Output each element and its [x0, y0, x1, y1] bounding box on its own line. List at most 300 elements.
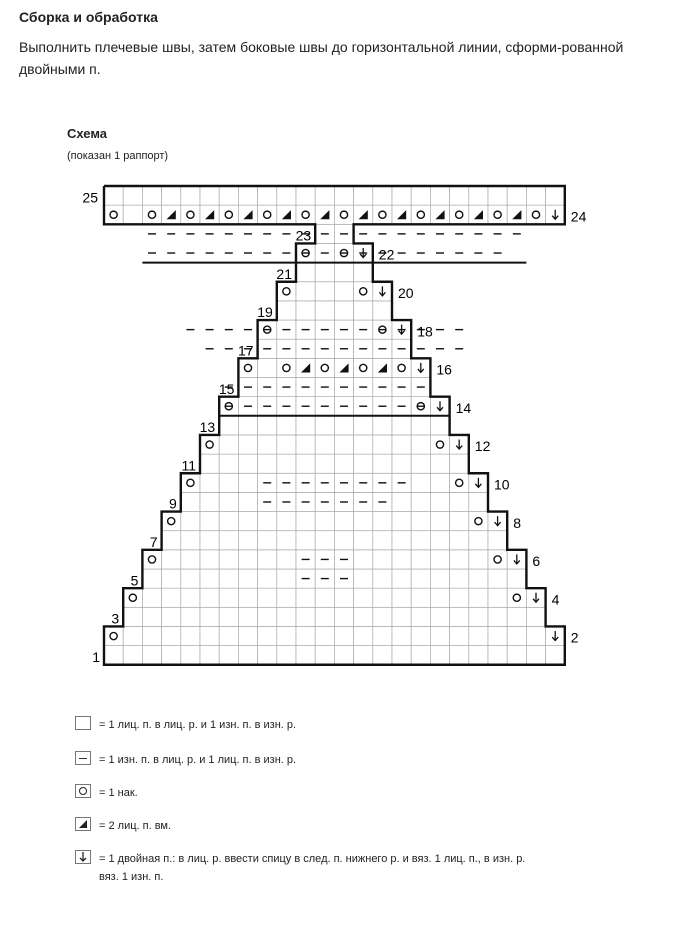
- row-number: 18: [417, 323, 433, 340]
- chart-cell: [200, 550, 219, 569]
- chart-cell: [392, 435, 411, 454]
- chart-cell: [315, 416, 334, 435]
- chart-cell: [104, 205, 123, 224]
- chart-cell: [430, 435, 449, 454]
- chart-cell: [354, 186, 373, 205]
- chart-cell: [430, 473, 449, 492]
- chart-cell: [181, 473, 200, 492]
- chart-cell: [334, 186, 353, 205]
- chart-cell: [488, 550, 507, 569]
- chart-cell: [181, 492, 200, 511]
- circle-icon: [75, 784, 91, 798]
- chart-cell: [258, 454, 277, 473]
- row-number: 16: [436, 361, 452, 378]
- chart-cell: [430, 588, 449, 607]
- chart-cell: [392, 512, 411, 531]
- chart-cell: [219, 473, 238, 492]
- chart-cell: [181, 186, 200, 205]
- chart-cell: [123, 205, 142, 224]
- chart-cell: [296, 416, 315, 435]
- chart-cell: [411, 454, 430, 473]
- chart-cell: [450, 531, 469, 550]
- chart-cell: [181, 205, 200, 224]
- chart-cell: [258, 512, 277, 531]
- chart-cell: [258, 646, 277, 665]
- chart-cell: [181, 588, 200, 607]
- chart-cell: [277, 588, 296, 607]
- chart-cell: [142, 205, 161, 224]
- chart-cell: [315, 186, 334, 205]
- chart-cell: [334, 435, 353, 454]
- row-number: 11: [181, 457, 196, 474]
- chart-cell: [354, 626, 373, 645]
- chart-cell: [181, 550, 200, 569]
- chart-cell: [450, 569, 469, 588]
- chart-cell: [411, 626, 430, 645]
- chart-cell: [430, 569, 449, 588]
- chart-cell: [354, 569, 373, 588]
- chart-cell: [142, 588, 161, 607]
- chart-cell: [315, 454, 334, 473]
- chart-cell: [219, 186, 238, 205]
- chart-cell: [315, 263, 334, 282]
- chart-cell: [411, 588, 430, 607]
- dash-icon: [75, 751, 91, 765]
- chart-cell: [296, 205, 315, 224]
- chart-cell: [469, 186, 488, 205]
- chart-cell: [373, 301, 392, 320]
- chart-cell: [277, 569, 296, 588]
- row-number: 10: [494, 476, 510, 493]
- chart-cell: [258, 569, 277, 588]
- chart-cell: [392, 646, 411, 665]
- legend-item-knit: = 1 лиц. п. в лиц. р. и 1 изн. п. в изн. р.: [75, 716, 539, 734]
- chart-cell: [334, 588, 353, 607]
- chart-cell: [219, 416, 238, 435]
- chart-cell: [334, 626, 353, 645]
- chart-cell: [315, 358, 334, 377]
- chart-cell: [296, 435, 315, 454]
- chart-cell: [430, 607, 449, 626]
- row-number: 2: [570, 629, 579, 646]
- chart-cell: [162, 512, 181, 531]
- scheme-subtitle: (показан 1 раппорт): [67, 150, 169, 162]
- chart-cell: [526, 186, 545, 205]
- chart-cell: [469, 550, 488, 569]
- chart-cell: [430, 186, 449, 205]
- chart-cell: [450, 607, 469, 626]
- chart-cell: [277, 626, 296, 645]
- chart-cell: [411, 186, 430, 205]
- chart-cell: [181, 512, 200, 531]
- chart-cell: [258, 531, 277, 550]
- chart-cell: [334, 607, 353, 626]
- chart-cell: [373, 358, 392, 377]
- chart-cell: [488, 569, 507, 588]
- chart-cell: [123, 646, 142, 665]
- legend-item-k2tog: = 2 лиц. п. вм.: [75, 817, 539, 835]
- chart-cell: [219, 454, 238, 473]
- chart-cell: [200, 454, 219, 473]
- chart-cell: [277, 358, 296, 377]
- chart-cell: [430, 550, 449, 569]
- chart-cell: [238, 358, 257, 377]
- chart-cell: [315, 588, 334, 607]
- chart-cell: [296, 646, 315, 665]
- chart-cell: [354, 301, 373, 320]
- chart-cell: [238, 569, 257, 588]
- chart-cell: [162, 186, 181, 205]
- triangle-icon: [75, 817, 91, 831]
- row-number: 12: [474, 438, 491, 455]
- chart-cell: [450, 454, 469, 473]
- chart-cell: [392, 186, 411, 205]
- chart-cell: [200, 626, 219, 645]
- chart-cell: [219, 607, 238, 626]
- chart-cell: [219, 569, 238, 588]
- chart-cell: [488, 205, 507, 224]
- row-number: 21: [276, 265, 292, 282]
- chart-cell: [411, 512, 430, 531]
- chart-cell: [142, 550, 161, 569]
- chart-cell: [354, 358, 373, 377]
- chart-cell: [411, 550, 430, 569]
- chart-cell: [430, 531, 449, 550]
- chart-cell: [219, 646, 238, 665]
- chart-cell: [277, 301, 296, 320]
- chart-cell: [392, 531, 411, 550]
- chart-cell: [238, 473, 257, 492]
- chart-cell: [162, 607, 181, 626]
- chart-cell: [411, 531, 430, 550]
- chart-cell: [334, 512, 353, 531]
- chart-cell: [488, 531, 507, 550]
- chart-cell: [142, 186, 161, 205]
- row-number: 19: [257, 304, 273, 321]
- chart-cell: [392, 205, 411, 224]
- chart-cell: [334, 646, 353, 665]
- chart-cell: [469, 492, 488, 511]
- chart-cell: [430, 416, 449, 435]
- chart-cell: [373, 454, 392, 473]
- chart-cell: [411, 205, 430, 224]
- chart-cell: [296, 531, 315, 550]
- row-number: 9: [169, 495, 177, 512]
- chart-cell: [219, 588, 238, 607]
- chart-cell: [296, 358, 315, 377]
- row-number: 25: [82, 189, 98, 206]
- chart-cell: [334, 531, 353, 550]
- row-number: 22: [378, 246, 395, 263]
- assembly-instructions: Выполнить плечевые швы, затем боковые швы до горизонтальной линии, сформи-рованной двойными п.: [19, 39, 624, 77]
- chart-cell: [238, 646, 257, 665]
- chart-cell: [277, 454, 296, 473]
- chart-cell: [296, 454, 315, 473]
- row-number: 24: [570, 208, 587, 225]
- chart-cell: [373, 531, 392, 550]
- scheme-title: Схема: [67, 126, 108, 141]
- row-number: 3: [111, 610, 120, 627]
- chart-cell: [258, 588, 277, 607]
- chart-cell: [392, 550, 411, 569]
- row-number: 17: [238, 342, 254, 359]
- chart-cell: [526, 205, 545, 224]
- chart-cell: [296, 607, 315, 626]
- chart-cell: [238, 454, 257, 473]
- chart-cell: [469, 531, 488, 550]
- chart-cell: [200, 492, 219, 511]
- chart-cell: [277, 435, 296, 454]
- chart-cell: [469, 569, 488, 588]
- chart-cell: [277, 282, 296, 301]
- chart-cell: [507, 607, 526, 626]
- chart-cell: [392, 416, 411, 435]
- chart-cell: [411, 492, 430, 511]
- row-number: 6: [532, 553, 541, 570]
- chart-cell: [392, 588, 411, 607]
- chart-cell: [373, 646, 392, 665]
- chart-cell: [277, 531, 296, 550]
- chart-cell: [354, 454, 373, 473]
- chart-cell: [469, 646, 488, 665]
- chart-cell: [142, 569, 161, 588]
- chart-cell: [488, 607, 507, 626]
- chart-cell: [411, 569, 430, 588]
- chart-cell: [334, 416, 353, 435]
- chart-cell: [315, 607, 334, 626]
- chart-cell: [430, 454, 449, 473]
- chart-cell: [392, 626, 411, 645]
- chart-cell: [450, 550, 469, 569]
- chart-cell: [488, 626, 507, 645]
- chart-cell: [162, 646, 181, 665]
- chart-cell: [238, 588, 257, 607]
- chart-cell: [104, 186, 123, 205]
- chart-cell: [200, 588, 219, 607]
- chart-cell: [507, 569, 526, 588]
- row-number: 13: [199, 419, 216, 436]
- chart-cell: [526, 626, 545, 645]
- chart-cell: [373, 550, 392, 569]
- chart-cell: [373, 435, 392, 454]
- chart-cell: [200, 186, 219, 205]
- chart-cell: [507, 626, 526, 645]
- chart-cell: [430, 646, 449, 665]
- chart-cell: [334, 358, 353, 377]
- chart-cell: [392, 492, 411, 511]
- chart-cell: [450, 626, 469, 645]
- chart-cell: [354, 607, 373, 626]
- chart-cell: [162, 550, 181, 569]
- chart-cell: [123, 186, 142, 205]
- empty-cell-icon: [75, 716, 91, 730]
- chart-cell: [200, 531, 219, 550]
- chart-cell: [411, 607, 430, 626]
- chart-cell: [181, 626, 200, 645]
- chart-cell: [238, 186, 257, 205]
- chart-cell: [238, 416, 257, 435]
- chart-cell: [354, 588, 373, 607]
- row-number: 4: [551, 591, 560, 608]
- chart-cell: [315, 646, 334, 665]
- chart-cell: [469, 588, 488, 607]
- chart-cell: [238, 550, 257, 569]
- chart-cell: [238, 626, 257, 645]
- chart-cell: [200, 435, 219, 454]
- chart-cell: [238, 435, 257, 454]
- chart-cell: [181, 531, 200, 550]
- row-number: 1: [92, 648, 100, 665]
- chart-cell: [258, 358, 277, 377]
- chart-cell: [277, 550, 296, 569]
- chart-cell: [142, 626, 161, 645]
- chart-cell: [373, 186, 392, 205]
- chart-cell: [258, 607, 277, 626]
- chart-cell: [123, 626, 142, 645]
- arrow-down-icon: [75, 850, 91, 864]
- chart-cell: [354, 282, 373, 301]
- chart-cell: [315, 282, 334, 301]
- chart-cell: [430, 205, 449, 224]
- chart-cell: [219, 512, 238, 531]
- chart-cell: [200, 512, 219, 531]
- chart-cell: [315, 626, 334, 645]
- chart-cell: [354, 263, 373, 282]
- chart-cell: [469, 607, 488, 626]
- row-number: 15: [218, 380, 235, 397]
- chart-cell: [219, 531, 238, 550]
- chart-cell: [411, 473, 430, 492]
- chart-cell: [162, 531, 181, 550]
- chart-cell: [507, 646, 526, 665]
- chart-cell: [142, 607, 161, 626]
- chart-cell: [373, 416, 392, 435]
- chart-cell: [315, 301, 334, 320]
- chart-cell: [315, 531, 334, 550]
- chart-cell: [296, 186, 315, 205]
- chart-cell: [373, 626, 392, 645]
- chart-cell: [526, 607, 545, 626]
- chart-cell: [277, 186, 296, 205]
- legend-item-double-stitch: = 1 двойная п.: в лиц. р. ввести спицу в след. п. нижнего р. и вяз. 1 лиц. п., в изн. р. вяз. 1 изн. п.: [75, 850, 539, 886]
- chart-cell: [162, 588, 181, 607]
- chart-cell: [450, 473, 469, 492]
- chart-cell: [277, 416, 296, 435]
- chart-cell: [354, 416, 373, 435]
- row-number: 20: [398, 285, 414, 302]
- chart-cell: [296, 301, 315, 320]
- chart-cell: [296, 263, 315, 282]
- chart-cell: [334, 205, 353, 224]
- legend-item-purl: = 1 изн. п. в лиц. р. и 1 лиц. п. в изн. р.: [75, 751, 539, 769]
- chart-cell: [238, 531, 257, 550]
- chart-cell: [430, 626, 449, 645]
- chart-cell: [181, 607, 200, 626]
- chart-cell: [450, 492, 469, 511]
- chart-cell: [238, 607, 257, 626]
- chart-cell: [526, 646, 545, 665]
- chart-cell: [430, 492, 449, 511]
- legend-item-yarnover: = 1 нак.: [75, 784, 539, 802]
- chart-cell: [334, 454, 353, 473]
- chart-cell: [181, 646, 200, 665]
- chart-cell: [354, 512, 373, 531]
- chart-cell: [162, 569, 181, 588]
- chart-cell: [488, 186, 507, 205]
- chart-cell: [162, 626, 181, 645]
- chart-cell: [450, 588, 469, 607]
- chart-cell: [277, 205, 296, 224]
- chart-cell: [200, 646, 219, 665]
- row-number: 7: [149, 533, 158, 550]
- chart-cell: [104, 646, 123, 665]
- chart-cell: [277, 607, 296, 626]
- chart-cell: [354, 646, 373, 665]
- chart-cell: [546, 646, 565, 665]
- chart-cell: [392, 607, 411, 626]
- chart-cell: [488, 646, 507, 665]
- chart-cell: [373, 512, 392, 531]
- chart-cell: [507, 186, 526, 205]
- chart-cell: [334, 263, 353, 282]
- chart-cell: [181, 569, 200, 588]
- chart-cell: [219, 626, 238, 645]
- chart-cell: [219, 550, 238, 569]
- chart-cell: [296, 588, 315, 607]
- chart-cell: [507, 588, 526, 607]
- chart-cell: [258, 550, 277, 569]
- chart-cell: [373, 607, 392, 626]
- chart-cell: [123, 607, 142, 626]
- chart-cell: [411, 435, 430, 454]
- chart-cell: [142, 646, 161, 665]
- chart-cell: [354, 531, 373, 550]
- chart-cell: [450, 512, 469, 531]
- chart-cell: [354, 550, 373, 569]
- chart-cell: [450, 186, 469, 205]
- chart-cell: [430, 512, 449, 531]
- chart-cell: [238, 492, 257, 511]
- row-number: 14: [455, 399, 472, 416]
- chart-cell: [238, 205, 257, 224]
- chart-cell: [219, 492, 238, 511]
- chart-cell: [219, 205, 238, 224]
- chart-cell: [469, 205, 488, 224]
- chart-cell: [334, 301, 353, 320]
- chart-cell: [392, 569, 411, 588]
- chart-cell: [469, 626, 488, 645]
- chart-cell: [411, 646, 430, 665]
- chart-cell: [373, 569, 392, 588]
- chart-cell: [200, 607, 219, 626]
- row-number: 23: [295, 227, 312, 244]
- chart-cell: [296, 282, 315, 301]
- row-number: 5: [130, 572, 139, 589]
- chart-cell: [373, 205, 392, 224]
- chart-cell: [258, 205, 277, 224]
- chart-cell: [546, 186, 565, 205]
- chart-cell: [411, 416, 430, 435]
- section-title: Сборка и обработка: [19, 9, 158, 25]
- chart-cell: [392, 454, 411, 473]
- chart-cell: [450, 646, 469, 665]
- chart-cell: [488, 588, 507, 607]
- chart-cell: [450, 205, 469, 224]
- chart-cell: [200, 473, 219, 492]
- chart-cell: [469, 512, 488, 531]
- chart-cell: [277, 512, 296, 531]
- chart-cell: [258, 626, 277, 645]
